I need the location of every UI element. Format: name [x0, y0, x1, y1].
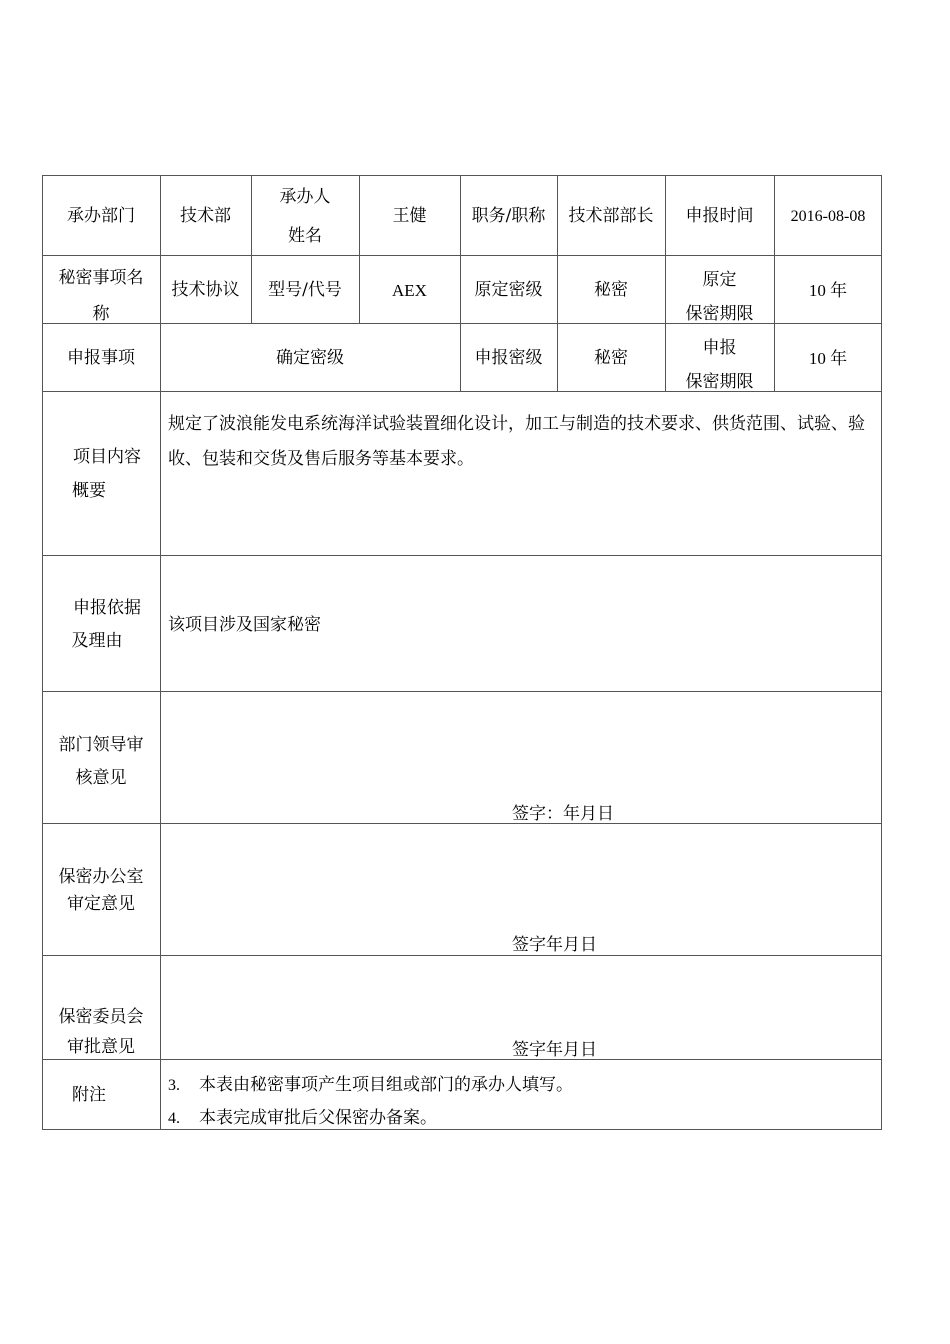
note-text: 本表完成审批后父保密办备案。: [199, 1108, 437, 1128]
title-value: 技术部部长: [568, 206, 654, 226]
border-bottom: [42, 1129, 882, 1130]
row-divider: [42, 823, 882, 824]
orig-level-value: 秘密: [594, 280, 628, 300]
dept-review-label-line2: 核意见: [75, 768, 127, 788]
basis-label-line1: 申报依据: [73, 598, 141, 618]
item-label-line1: 秘密事项名: [58, 268, 144, 288]
dept-value: 技术部: [180, 206, 231, 226]
committee-review-label-line1: 保密委员会: [58, 1007, 144, 1027]
notes-label: 附注: [72, 1085, 106, 1105]
item-value: 技术协议: [171, 280, 240, 300]
date-value: 2016-08-08: [790, 208, 866, 225]
orig-period-label-line2: 保密期限: [685, 304, 754, 324]
apply-period-label-line2: 保密期限: [685, 372, 754, 392]
committee-review-sign: 签字年月日: [512, 1040, 597, 1060]
handler-label-line1: 承办人: [279, 187, 331, 207]
row-divider: [42, 255, 882, 256]
model-value: AEX: [392, 281, 427, 300]
title-label: 职务/职称: [471, 206, 546, 226]
note-text: 本表由秘密事项产生项目组或部门的承办人填写。: [199, 1075, 573, 1095]
orig-period-value: 10 年: [808, 281, 848, 300]
approval-form: [42, 175, 882, 1130]
summary-text: 规定了波浪能发电系统海洋试验装置细化设计，加工与制造的技术要求、供货范围、试验、验收、包装和交货及售后服务等基本要求。: [168, 414, 865, 469]
date-label: 申报时间: [685, 206, 754, 226]
note-number: 3.: [168, 1077, 180, 1094]
model-label: 型号/代号: [268, 280, 342, 300]
office-review-label-line2: 审定意见: [67, 894, 135, 914]
handler-label-line2: 姓名: [288, 226, 322, 246]
row-divider: [42, 955, 882, 956]
office-review-label-line1: 保密办公室: [58, 867, 144, 887]
apply-level-value: 秘密: [594, 348, 628, 368]
basis-text: 该项目涉及国家秘密: [168, 615, 321, 635]
dept-review-label-line1: 部门领导审: [58, 735, 144, 755]
col-divider: [160, 175, 161, 1130]
office-review-sign: 签字年月日: [512, 935, 597, 955]
apply-label: 申报事项: [67, 348, 135, 368]
orig-period-label-line1: 原定: [702, 270, 737, 290]
apply-level-label: 申报密级: [474, 348, 543, 368]
note-number: 4.: [168, 1110, 180, 1127]
row-divider: [42, 555, 882, 556]
apply-value: 确定密级: [276, 348, 344, 368]
basis-label-line2: 及理由: [71, 631, 123, 651]
dept-label: 承办部门: [67, 206, 135, 226]
summary-label-line1: 项目内容: [73, 447, 141, 467]
summary-label-line2: 概要: [72, 481, 106, 501]
row-divider: [42, 691, 882, 692]
border-right: [881, 175, 882, 1130]
handler-value: 王健: [392, 206, 427, 226]
apply-period-label-line1: 申报: [702, 338, 737, 358]
apply-period-value: 10 年: [808, 349, 848, 368]
item-label-line2: 称: [92, 304, 110, 324]
orig-level-label: 原定密级: [474, 280, 543, 300]
committee-review-label-line2: 审批意见: [67, 1037, 135, 1057]
row-divider: [42, 1059, 882, 1060]
dept-review-sign: 签字：年月日: [512, 804, 614, 824]
border-top: [42, 175, 882, 176]
